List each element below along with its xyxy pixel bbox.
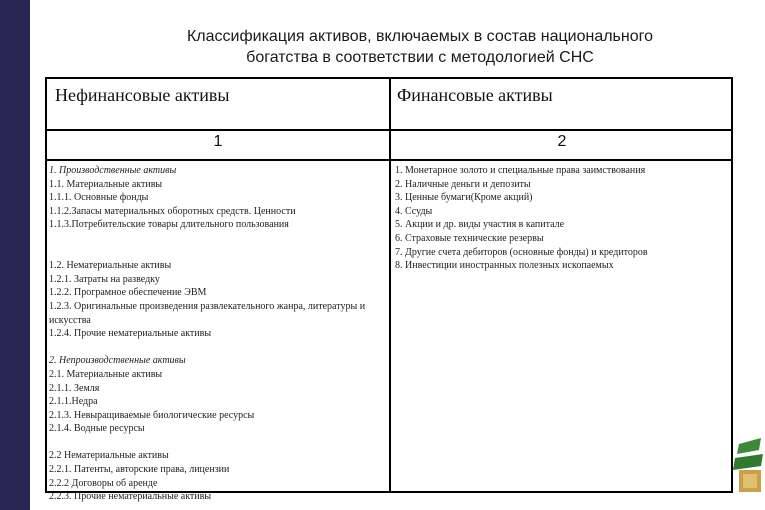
list-item: 2.2.2 Договоры об аренде <box>49 477 158 489</box>
list-item: 2. Непроизводственные активы <box>49 355 186 367</box>
column-number-1: 1 <box>213 133 223 150</box>
list-item: 1. Монетарное золото и специальные права заимствования <box>395 165 646 176</box>
column-number-2: 2 <box>557 133 567 150</box>
left-decorative-band <box>0 0 30 510</box>
list-item: 1.1.3.Потребительские товары длительного пользования <box>49 219 289 231</box>
list-item: 2.1.1.Недра <box>49 396 98 408</box>
list-item: 2.1.1. Земля <box>49 382 100 394</box>
header-nonfinancial: Нефинансовые активы <box>55 85 230 105</box>
list-item: 2. Наличные деньги и депозиты <box>395 178 531 190</box>
header-row <box>47 79 731 131</box>
body-row <box>47 161 731 503</box>
title-line-1: Классификация активов, включаемых в состав национального <box>186 28 654 45</box>
list-item: 2.1. Материальные активы <box>49 368 163 380</box>
list-item: 1.1.1. Основные фонды <box>49 192 149 204</box>
list-item: 5. Акции и др. виды участия в капитале <box>395 219 565 231</box>
title-line-2: богатства в соответствии с методологией СНС <box>246 49 594 66</box>
list-item: 1.2. Нематериальные активы <box>49 260 172 272</box>
list-item: 4. Ссуды <box>395 205 433 217</box>
decorative-corner-graphic <box>731 436 765 496</box>
list-item: 1.2.2. Програмное обеспечение ЭВМ <box>49 287 207 299</box>
list-item: 2.2.3. Прочие нематериальные активы <box>49 491 212 503</box>
financial-assets-list <box>395 164 731 273</box>
list-item: 6. Страховые технические резервы <box>395 232 544 244</box>
list-item: 1.1. Материальные активы <box>49 178 163 190</box>
list-item: 1.1.2.Запасы материальных оборотных средств. Ценности <box>49 205 296 217</box>
list-item: 2.2 Нематериальные активы <box>49 450 169 462</box>
nonfinancial-assets-list <box>49 164 385 504</box>
number-row <box>47 129 731 161</box>
list-item: 3. Ценные бумаги(Кроме акций) <box>395 192 533 204</box>
list-item: 7. Другие счета дебиторов (основные фонды) и кредиторов <box>395 246 648 258</box>
list-item: 8. Инвестиции иностранных полезных ископаемых <box>395 260 614 272</box>
list-item: 1.2.3. Оригинальные произведения развлекательного жанра, литературы и искусства <box>49 300 366 326</box>
slide-title <box>120 26 720 68</box>
list-item: 2.1.4. Водные ресурсы <box>49 423 145 435</box>
list-item: 2.2.1. Патенты, авторские права, лицензии <box>49 464 230 476</box>
classification-table <box>45 77 733 503</box>
header-financial: Финансовые активы <box>397 85 553 105</box>
list-item: 1.2.4. Прочие нематериальные активы <box>49 328 212 340</box>
list-item: 2.1.3. Невыращиваемые биологические ресурсы <box>49 409 255 421</box>
list-item: 1. Производственные активы <box>49 165 177 176</box>
list-item: 1.2.1. Затраты на разведку <box>49 273 160 285</box>
